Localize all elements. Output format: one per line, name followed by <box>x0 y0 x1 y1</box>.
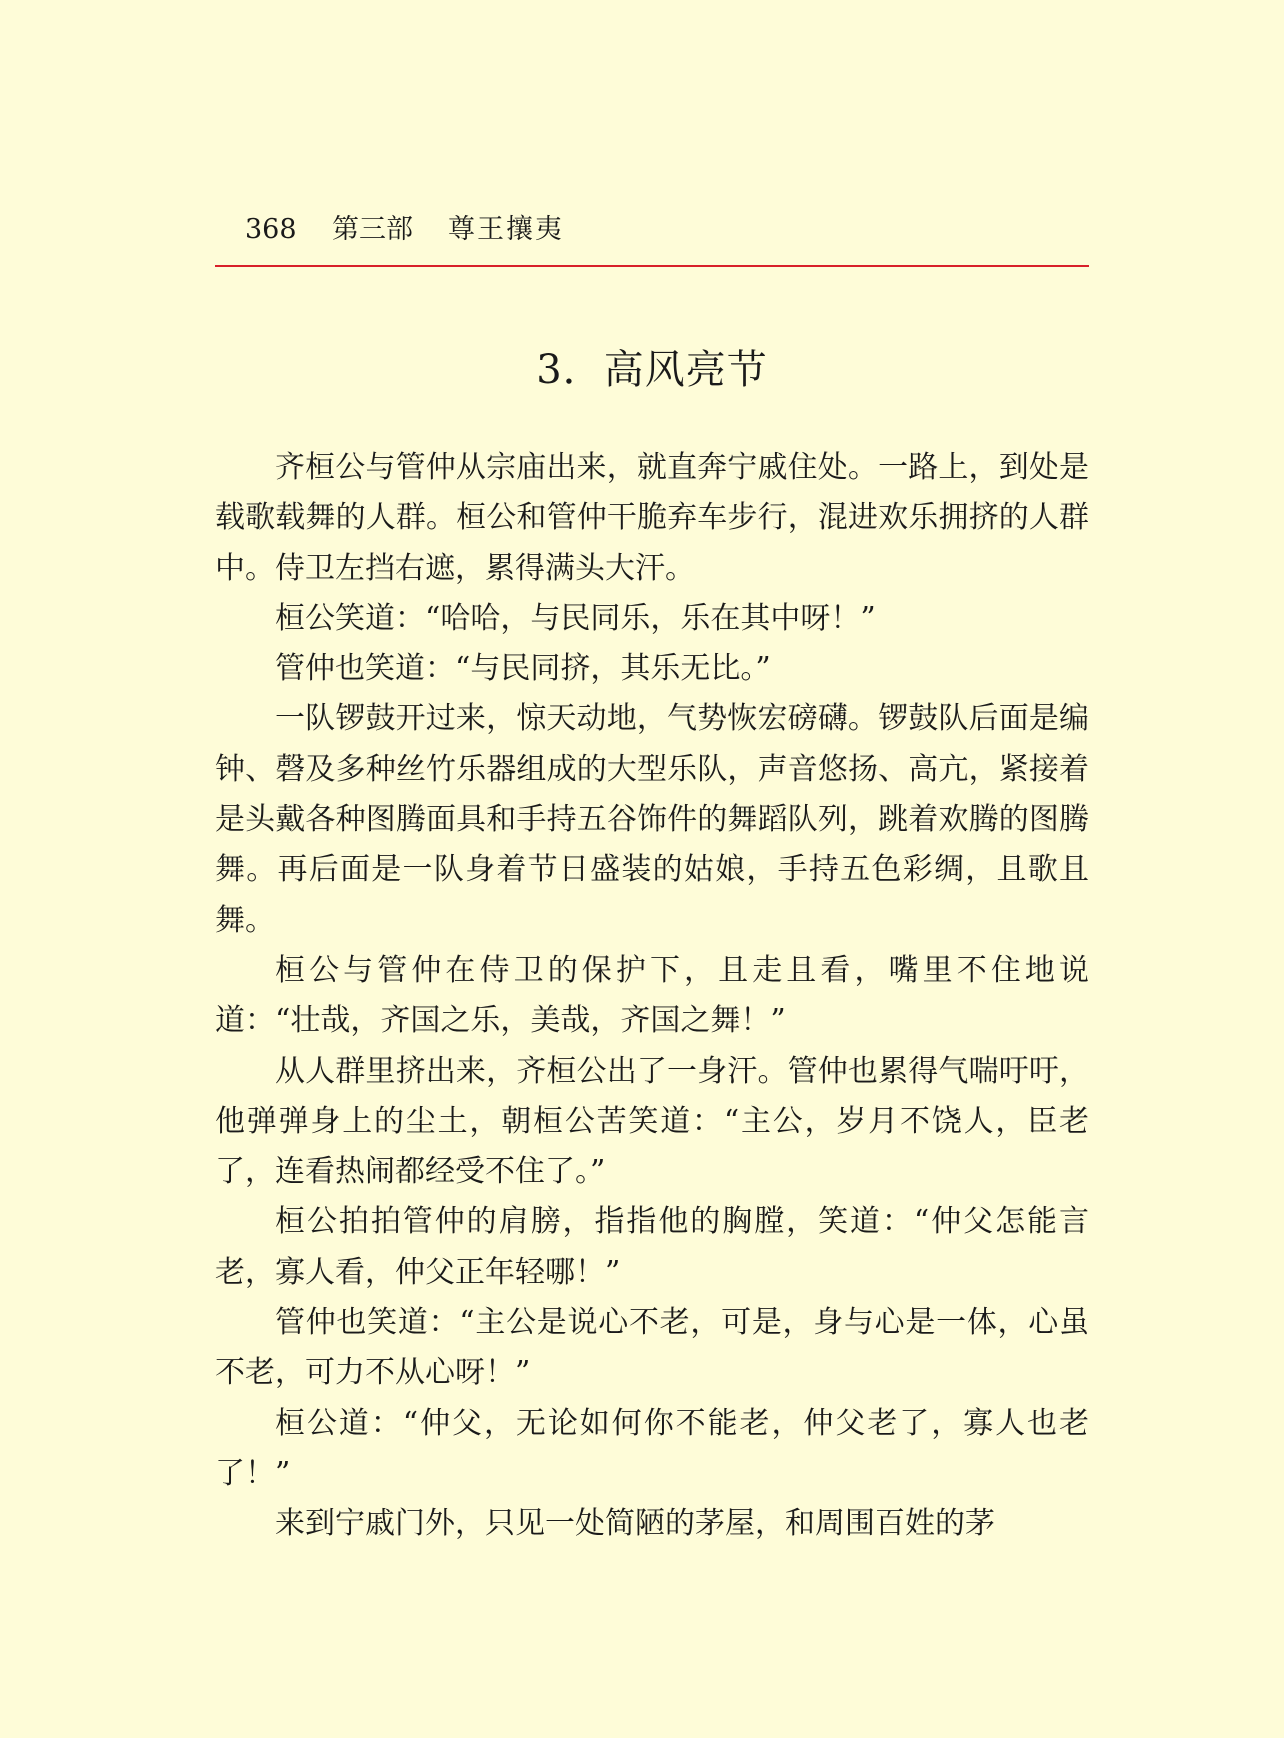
paragraph: 从人群里挤出来，齐桓公出了一身汗。管仲也累得气喘吁吁，他弹弹身上的尘土，朝桓公苦笑道：“主公，岁月不饶人，臣老了，连看热闹都经受不住了。” <box>215 1053 1089 1190</box>
paragraph: 桓公拍拍管仲的肩膀，指指他的胸膛，笑道：“仲父怎能言老，寡人看，仲父正年轻哪！” <box>215 1204 1089 1290</box>
running-header <box>215 198 1089 258</box>
paragraph: 管仲也笑道：“主公是说心不老，可是，身与心是一体，心虽不老，可力不从心呀！” <box>215 1305 1089 1391</box>
paragraph: 来到宁戚门外，只见一处简陋的茅屋，和周围百姓的茅 <box>275 1506 995 1542</box>
body-text <box>215 443 1089 1553</box>
part-label: 第三部 <box>332 214 413 245</box>
page-number: 368 <box>245 214 297 245</box>
paragraph: 桓公笑道：“哈哈，与民同乐，乐在其中呀！” <box>275 600 876 636</box>
part-title: 尊王攘夷 <box>448 214 564 245</box>
paragraph: 管仲也笑道：“与民同挤，其乐无比。” <box>275 651 771 687</box>
paragraph: 一队锣鼓开过来，惊天动地，气势恢宏磅礴。锣鼓队后面是编钟、磬及多种丝竹乐器组成的大型乐队，声音悠扬、高亢，紧接着是头戴各种图腾面具和手持五谷饰件的舞蹈队列，跳着欢腾的图腾舞。再后面是一队身着节日盛装的姑娘，手持五色彩绸，且歌且舞。 <box>215 701 1089 938</box>
paragraph: 桓公与管仲在侍卫的保护下，且走且看，嘴里不住地说道：“壮哉，齐国之乐，美哉，齐国之舞！” <box>215 952 1089 1039</box>
paragraph: 桓公道：“仲父，无论如何你不能老，仲父老了，寡人也老了！” <box>215 1405 1089 1491</box>
header-rule <box>215 265 1089 267</box>
chapter-title: 3．高风亮节 <box>536 347 768 393</box>
paragraph: 齐桓公与管仲从宗庙出来，就直奔宁戚住处。一路上，到处是载歌载舞的人群。桓公和管仲干脆弃车步行，混进欢乐拥挤的人群中。侍卫左挡右遮，累得满头大汗。 <box>215 450 1089 586</box>
